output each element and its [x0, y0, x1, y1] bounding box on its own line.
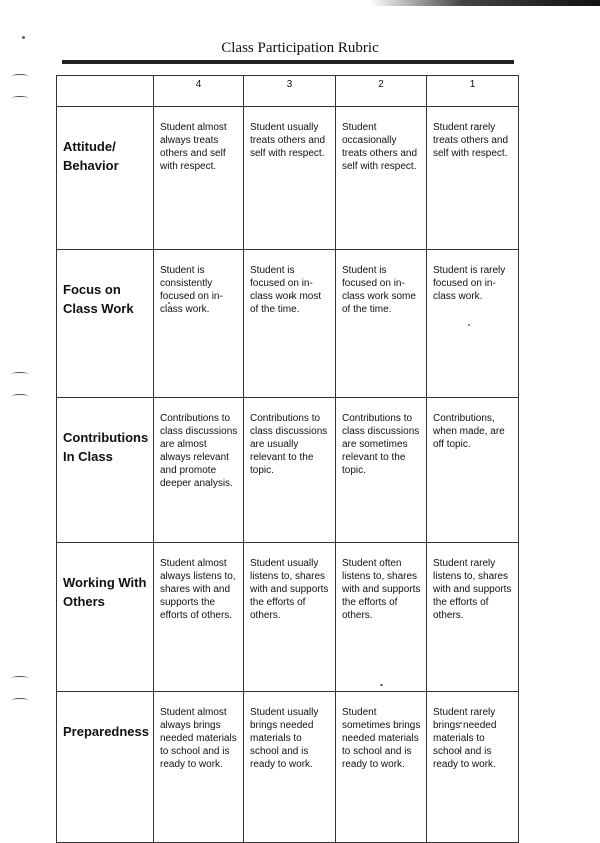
rubric-table [56, 75, 519, 843]
column-header: 1 [427, 76, 519, 107]
level-description: Student usually treats others and self with respect. [244, 107, 336, 250]
level-description: Contributions to class discussions are sometimes relevant to the topic. [336, 398, 427, 543]
table-row [57, 543, 519, 692]
scan-mark [12, 394, 28, 398]
level-description: Student is consistently focused on in-class work. [154, 250, 244, 398]
table-row [57, 398, 519, 543]
page-title: Class Participation Rubric [221, 40, 379, 56]
level-description: Student almost always listens to, shares with and supports the efforts of others. [154, 543, 244, 692]
level-description: Contributions to class discussions are almost always relevant and promote deeper analysis. [154, 398, 244, 543]
level-description: Student almost always brings needed materials to school and is ready to work. [154, 692, 244, 843]
level-description: Contributions to class discussions are usually relevant to the topic. [244, 398, 336, 543]
scan-mark [12, 74, 28, 78]
column-header: 4 [154, 76, 244, 107]
level-description: Student is focused on in-class work some of the time. [336, 250, 427, 398]
column-header: 3 [244, 76, 336, 107]
level-description: Student rarely treats others and self with respect. [427, 107, 519, 250]
level-description: Contributions, when made, are off topic. [427, 398, 519, 543]
scan-mark [12, 96, 28, 100]
column-header [57, 76, 154, 107]
scan-mark [12, 676, 28, 680]
column-header: 2 [336, 76, 427, 107]
criterion-label: Contributions In Class [57, 398, 154, 543]
criterion-label: Working With Others [57, 543, 154, 692]
level-description: Student is focused on in-class work most of the time. [244, 250, 336, 398]
level-description: Student is rarely focused on in-class work. [427, 250, 519, 398]
level-description: Student sometimes brings needed materials to school and is ready to work. [336, 692, 427, 843]
level-description: Student usually listens to, shares with and supports the efforts of others. [244, 543, 336, 692]
title-underline [62, 60, 514, 64]
scan-mark [12, 372, 28, 376]
table-row [57, 692, 519, 843]
scan-speck [22, 36, 25, 39]
level-description: Student occasionally treats others and self with respect. [336, 107, 427, 250]
scan-mark [12, 698, 28, 702]
level-description: Student usually brings needed materials to school and is ready to work. [244, 692, 336, 843]
criterion-label: Focus on Class Work [57, 250, 154, 398]
level-description: Student rarely brings needed materials to school and is ready to work. [427, 692, 519, 843]
level-description: Student often listens to, shares with and supports the efforts of others. [336, 543, 427, 692]
table-row [57, 107, 519, 250]
criterion-label: Attitude/ Behavior [57, 107, 154, 250]
criterion-label: Preparedness [57, 692, 154, 843]
level-description: Student almost always treats others and self with respect. [154, 107, 244, 250]
header-row [57, 76, 519, 107]
table-row [57, 250, 519, 398]
level-description: Student rarely listens to, shares with and supports the efforts of others. [427, 543, 519, 692]
scan-edge-streak [370, 0, 600, 6]
